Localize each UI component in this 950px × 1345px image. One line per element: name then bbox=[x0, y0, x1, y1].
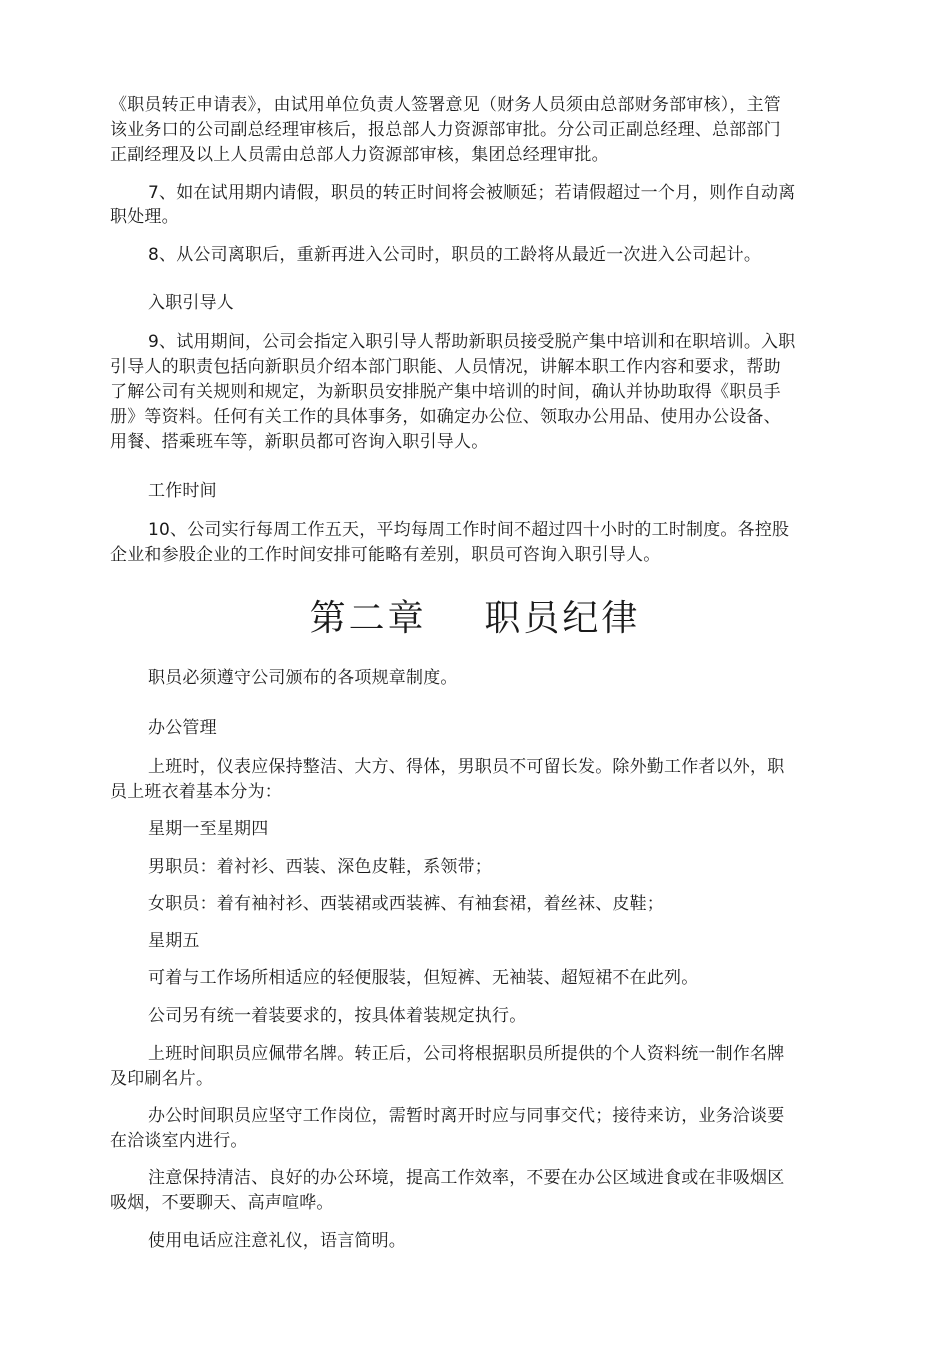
paragraph-line: 员上班衣着基本分为： bbox=[110, 782, 282, 802]
paragraph-line: 公司另有统一着装要求的，按具体着装规定执行。 bbox=[148, 1006, 527, 1026]
section-heading: 办公管理 bbox=[148, 718, 217, 738]
paragraph-line: 可着与工作场所相适应的轻便服装，但短裤、无袖装、超短裙不在此列。 bbox=[148, 968, 699, 988]
paragraph-line: 该业务口的公司副总经理审核后，报总部人力资源部审批。分公司正副总经理、总部部门 bbox=[110, 120, 781, 140]
paragraph-line: 办公时间职员应坚守工作岗位，需暂时离开时应与同事交代；接待来访，业务洽谈要 bbox=[148, 1106, 785, 1126]
paragraph-line: 吸烟，不要聊天、高声喧哗。 bbox=[110, 1193, 334, 1213]
paragraph-line: 星期一至星期四 bbox=[148, 819, 269, 839]
paragraph-line: 用餐、搭乘班车等，新职员都可咨询入职引导人。 bbox=[110, 432, 489, 452]
paragraph-line: 了解公司有关规则和规定，为新职员安排脱产集中培训的时间，确认并协助取得《职员手 bbox=[110, 382, 781, 402]
paragraph-line: 7、如在试用期内请假，职员的转正时间将会被顺延；若请假超过一个月，则作自动离 bbox=[148, 183, 796, 203]
paragraph-line: 9、试用期间，公司会指定入职引导人帮助新职员接受脱产集中培训和在职培训。入职 bbox=[148, 332, 796, 352]
paragraph-line: 使用电话应注意礼仪，语言简明。 bbox=[148, 1231, 406, 1251]
paragraph-line: 及印刷名片。 bbox=[110, 1069, 214, 1089]
paragraph-line: 上班时，仪表应保持整洁、大方、得体，男职员不可留长发。除外勤工作者以外，职 bbox=[148, 757, 785, 777]
paragraph-line: 注意保持清洁、良好的办公环境，提高工作效率，不要在办公区域进食或在非吸烟区 bbox=[148, 1168, 785, 1188]
paragraph-line: 8、从公司离职后，重新再进入公司时，职员的工龄将从最近一次进入公司起计。 bbox=[148, 245, 762, 265]
section-heading: 入职引导人 bbox=[148, 293, 234, 313]
paragraph-line: 女职员：着有袖衬衫、西装裙或西装裤、有袖套裙，着丝袜、皮鞋； bbox=[148, 894, 664, 914]
section-heading: 工作时间 bbox=[148, 481, 217, 501]
paragraph-line: 《职员转正申请表》，由试用单位负责人签署意见（财务人员须由总部财务部审核），主管 bbox=[110, 95, 781, 115]
paragraph-line: 引导人的职责包括向新职员介绍本部门职能、人员情况，讲解本职工作内容和要求，帮助 bbox=[110, 357, 781, 377]
paragraph-line: 星期五 bbox=[148, 931, 200, 951]
paragraph-line: 在洽谈室内进行。 bbox=[110, 1131, 248, 1151]
paragraph-line: 企业和参股企业的工作时间安排可能略有差别，职员可咨询入职引导人。 bbox=[110, 545, 661, 565]
paragraph-line: 上班时间职员应佩带名牌。转正后，公司将根据职员所提供的个人资料统一制作名牌 bbox=[148, 1044, 785, 1064]
paragraph-line: 男职员：着衬衫、西装、深色皮鞋，系领带； bbox=[148, 857, 492, 877]
paragraph-line: 职员必须遵守公司颁布的各项规章制度。 bbox=[148, 668, 458, 688]
paragraph-line: 10、公司实行每周工作五天，平均每周工作时间不超过四十小时的工时制度。各控股 bbox=[148, 520, 790, 540]
paragraph-line: 册》等资料。任何有关工作的具体事务，如确定办公位、领取办公用品、使用办公设备、 bbox=[110, 407, 781, 427]
paragraph-line: 正副经理及以上人员需由总部人力资源部审核，集团总经理审批。 bbox=[110, 145, 609, 165]
paragraph-line: 职处理。 bbox=[110, 207, 179, 227]
chapter-title: 第二章 职员纪律 bbox=[309, 598, 641, 639]
